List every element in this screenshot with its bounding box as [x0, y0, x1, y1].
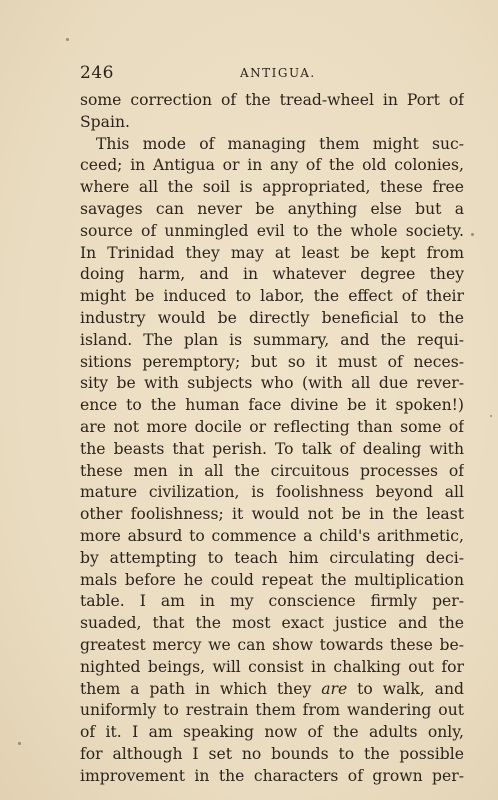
text-line: island. The plan is summary, and the requi-	[80, 330, 464, 349]
text-line: table. I am in my conscience firmly per-	[80, 592, 464, 611]
page-number: 246	[80, 63, 114, 83]
text-line: doing harm, and in whatever degree they	[80, 265, 464, 284]
text-line-with-italic	[80, 679, 464, 701]
text-line: Spain.	[80, 112, 130, 131]
text-line: source of unmingled evil to the whole society.	[80, 221, 464, 240]
paper-speck	[471, 233, 474, 236]
text-line: other foolishness; it would not be in the least	[80, 505, 464, 524]
text-line: might be induced to labor, the effect of their	[80, 287, 464, 306]
italic-word: are	[321, 679, 348, 698]
text-line: In Trinidad they may at least be kept from	[80, 243, 464, 262]
text-line: greatest mercy we can show towards these be-	[80, 635, 464, 654]
text-line: mals before he could repeat the multiplication	[80, 570, 464, 589]
text-segment: them a path in which they	[80, 679, 322, 698]
text-line: ceed; in Antigua or in any of the old colonies,	[80, 156, 464, 175]
text-line: suaded, that the most exact justice and the	[80, 614, 464, 633]
text-line: improvement in the characters of grown per-	[80, 766, 464, 785]
text-line: savages can never be anything else but a	[80, 199, 464, 218]
text-line: the beasts that perish. To talk of dealing with	[80, 439, 464, 458]
text-line: these men in all the circuitous processes of	[80, 461, 464, 480]
text-line: for although I set no bounds to the possible	[80, 744, 464, 763]
text-line: of it. I am speaking now of the adults only,	[80, 723, 464, 742]
text-line: more absurd to commence a child's arithmetic,	[80, 526, 464, 545]
text-line: some correction of the tread-wheel in Port of	[80, 91, 464, 109]
text-line: ence to the human face divine be it spoken!)	[80, 396, 464, 415]
text-segment: to walk, and	[347, 679, 464, 698]
text-line: by attempting to teach him circulating deci-	[80, 548, 464, 567]
running-head: ANTIGUA.	[240, 66, 316, 80]
text-line: nighted beings, will consist in chalking out for	[80, 657, 464, 676]
text-line: where all the soil is appropriated, these free	[80, 178, 464, 197]
text-line: industry would be directly beneficial to the	[80, 308, 464, 327]
paper-speck	[490, 415, 492, 417]
text-line: mature civilization, is foolishness beyond all	[80, 483, 464, 502]
text-line: sitions peremptory; but so it must of neces-	[80, 352, 464, 371]
text-line: sity be with subjects who (with all due rever-	[80, 374, 464, 393]
text-line: This mode of managing them might suc-	[96, 134, 464, 153]
text-line: are not more docile or reflecting than some of	[80, 417, 464, 436]
paper-speck	[66, 38, 69, 41]
page-header	[80, 63, 464, 85]
text-line: uniformly to restrain them from wandering out	[80, 701, 464, 720]
paper-speck	[18, 742, 21, 745]
body-text	[80, 90, 464, 788]
